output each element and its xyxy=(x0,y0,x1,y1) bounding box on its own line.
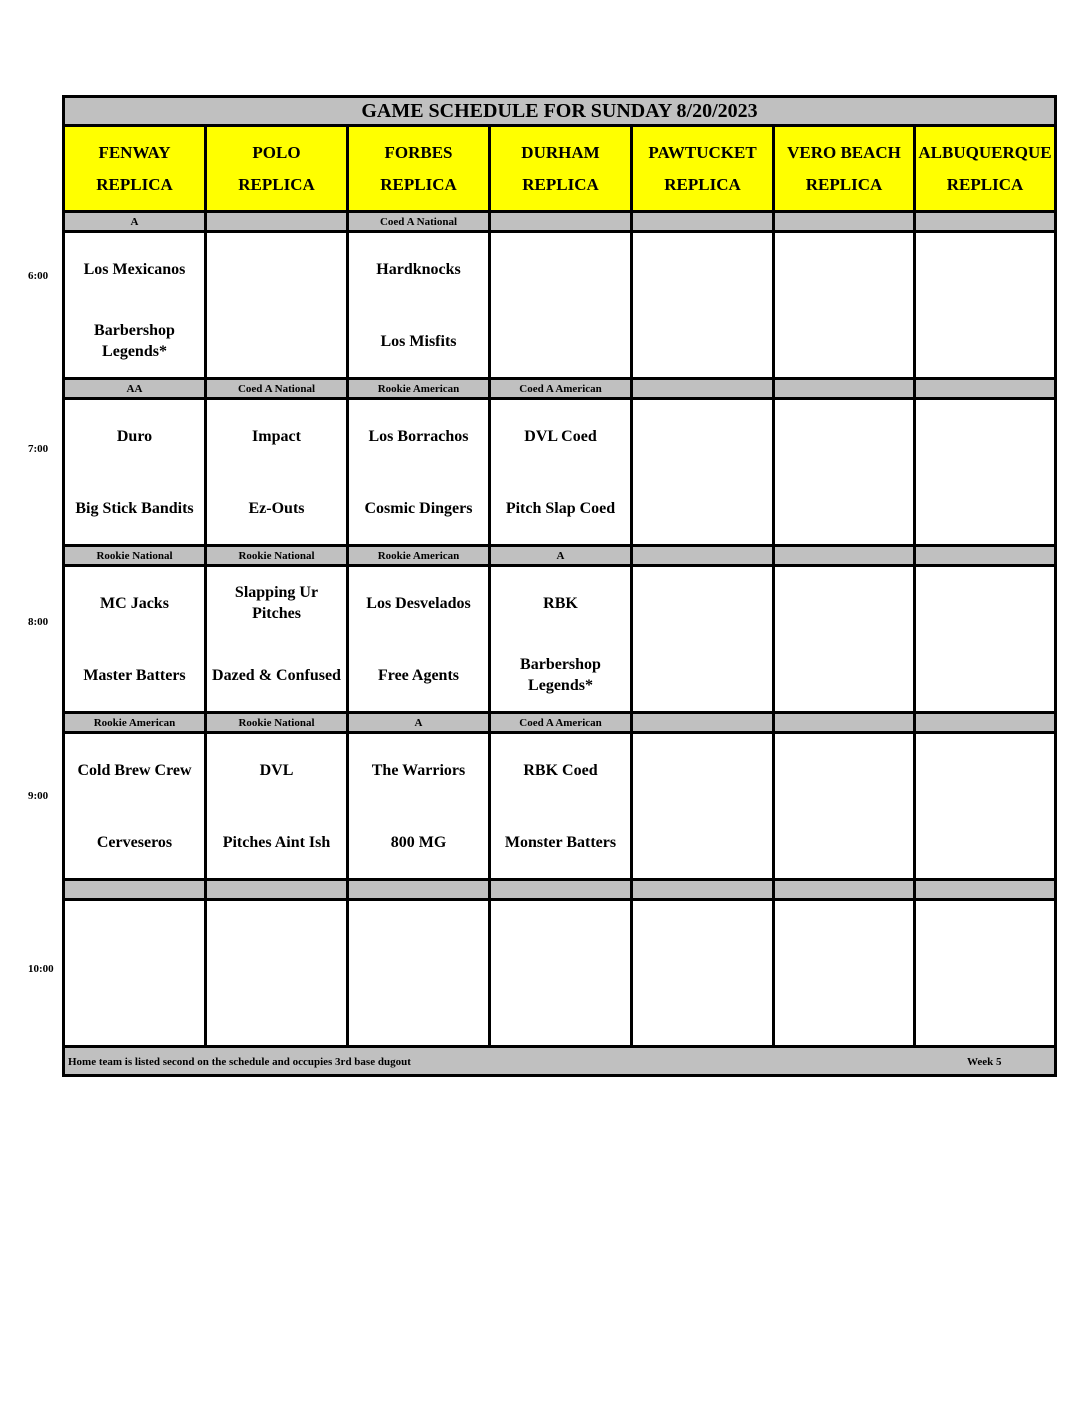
division-label xyxy=(774,212,915,232)
home-team xyxy=(775,806,913,878)
footer-cell xyxy=(64,1047,1056,1076)
division-row xyxy=(64,379,1056,399)
schedule-table xyxy=(62,95,1057,1077)
game-cell xyxy=(915,232,1056,379)
away-team: RBK xyxy=(543,594,578,612)
home-team: Barbershop Legends* xyxy=(94,322,175,360)
division-label xyxy=(774,713,915,733)
home-team: Monster Batters xyxy=(504,833,617,851)
game-cell xyxy=(632,566,774,713)
home-team xyxy=(633,639,772,711)
field-header-albuquerque xyxy=(915,126,1056,212)
home-team: Pitches Aint Ish xyxy=(222,833,331,851)
game-cell xyxy=(632,733,774,880)
game-cell xyxy=(915,399,1056,546)
footer-row xyxy=(64,1047,1056,1076)
field-name: ALBUQUERQUE xyxy=(918,142,1052,162)
division-label: Rookie National xyxy=(206,546,348,566)
division-label xyxy=(490,880,632,900)
home-team xyxy=(633,305,772,377)
game-cell xyxy=(348,232,490,379)
away-team: Los Borrachos xyxy=(368,427,469,445)
game-cell xyxy=(774,399,915,546)
home-team: Master Batters xyxy=(83,666,186,684)
time-label: 10:00 xyxy=(28,963,54,975)
game-cell xyxy=(206,232,348,379)
away-team xyxy=(633,901,772,973)
division-label: A xyxy=(490,546,632,566)
division-label: Coed A American xyxy=(490,379,632,399)
game-row xyxy=(64,566,1056,713)
home-team: Los Misfits xyxy=(380,332,457,350)
division-label xyxy=(774,880,915,900)
game-cell xyxy=(490,566,632,713)
division-label: Rookie American xyxy=(348,379,490,399)
division-label: Coed A National xyxy=(348,212,490,232)
away-team xyxy=(207,233,346,305)
game-cell xyxy=(774,566,915,713)
game-cell xyxy=(206,399,348,546)
home-team xyxy=(491,973,630,1045)
field-subtitle: REPLICA xyxy=(380,174,457,194)
game-cell xyxy=(206,566,348,713)
game-cell xyxy=(64,232,206,379)
home-team xyxy=(775,472,913,544)
field-subtitle: REPLICA xyxy=(805,174,883,194)
away-team: Los Mexicanos xyxy=(83,260,186,278)
home-team xyxy=(775,639,913,711)
game-cell xyxy=(348,900,490,1047)
away-team xyxy=(775,233,913,305)
away-team xyxy=(775,901,913,973)
time-label: 9:00 xyxy=(28,790,49,802)
home-team xyxy=(491,305,630,377)
division-label: AA xyxy=(64,379,206,399)
away-team: RBK Coed xyxy=(523,761,598,779)
field-subtitle: REPLICA xyxy=(238,174,315,194)
home-team: Dazed & Confused xyxy=(212,666,341,684)
time-label: 8:00 xyxy=(28,616,49,628)
game-cell xyxy=(64,566,206,713)
home-team xyxy=(916,472,1054,544)
field-name: POLO xyxy=(252,142,301,162)
division-label: A xyxy=(348,713,490,733)
division-label xyxy=(915,379,1056,399)
away-team: Hardknocks xyxy=(376,260,461,278)
away-team xyxy=(916,734,1054,806)
home-team xyxy=(775,305,913,377)
game-cell xyxy=(64,733,206,880)
field-header-durham xyxy=(490,126,632,212)
division-label: Rookie American xyxy=(64,713,206,733)
game-cell xyxy=(64,399,206,546)
away-team: Los Desvelados xyxy=(366,594,471,612)
away-team xyxy=(65,901,204,973)
field-name: FORBES xyxy=(384,142,453,162)
field-name: FENWAY xyxy=(98,142,171,162)
division-label xyxy=(490,212,632,232)
game-cell xyxy=(490,900,632,1047)
home-team: Free Agents xyxy=(377,666,459,684)
home-team: Pitch Slap Coed xyxy=(505,499,616,517)
division-label: Coed A American xyxy=(490,713,632,733)
field-header-pawtucket xyxy=(632,126,774,212)
field-name: VERO BEACH xyxy=(787,142,901,162)
field-subtitle: REPLICA xyxy=(96,174,173,194)
home-team xyxy=(207,973,346,1045)
home-team xyxy=(916,806,1054,878)
division-row xyxy=(64,880,1056,900)
division-label xyxy=(774,546,915,566)
away-team xyxy=(633,400,772,472)
division-label xyxy=(915,713,1056,733)
game-cell xyxy=(490,733,632,880)
away-team xyxy=(207,901,346,973)
away-team xyxy=(633,233,772,305)
division-row xyxy=(64,546,1056,566)
division-label xyxy=(632,379,774,399)
home-team xyxy=(65,973,204,1045)
home-team: Cerveseros xyxy=(96,833,173,851)
division-label xyxy=(632,713,774,733)
field-subtitle: REPLICA xyxy=(522,174,599,194)
away-team xyxy=(633,567,772,639)
home-team: Big Stick Bandits xyxy=(75,499,194,517)
game-cell xyxy=(774,232,915,379)
game-cell xyxy=(206,900,348,1047)
field-header-vero-beach xyxy=(774,126,915,212)
game-cell xyxy=(64,900,206,1047)
game-cell xyxy=(915,900,1056,1047)
game-cell xyxy=(915,566,1056,713)
field-subtitle: REPLICA xyxy=(946,174,1024,194)
away-team xyxy=(916,567,1054,639)
division-label xyxy=(632,212,774,232)
division-label xyxy=(206,880,348,900)
game-cell xyxy=(915,733,1056,880)
division-label xyxy=(915,212,1056,232)
division-label xyxy=(632,546,774,566)
away-team: The Warriors xyxy=(371,761,466,779)
away-team: Duro xyxy=(116,427,153,445)
home-team: Cosmic Dingers xyxy=(364,499,473,517)
field-header-forbes xyxy=(348,126,490,212)
division-label: Coed A National xyxy=(206,379,348,399)
home-team-note: Home team is listed second on the schedule and occupies 3rd base dugout xyxy=(68,1056,411,1068)
away-team xyxy=(349,901,488,973)
away-team xyxy=(916,400,1054,472)
away-team: DVL xyxy=(259,761,294,779)
game-cell xyxy=(632,232,774,379)
game-cell xyxy=(348,733,490,880)
away-team: MC Jacks xyxy=(100,594,169,612)
game-cell xyxy=(632,900,774,1047)
home-team xyxy=(633,973,772,1045)
division-label: Rookie American xyxy=(348,546,490,566)
away-team xyxy=(775,567,913,639)
time-label: 7:00 xyxy=(28,443,49,455)
game-cell xyxy=(774,733,915,880)
game-row xyxy=(64,900,1056,1047)
division-label: A xyxy=(64,212,206,232)
game-row xyxy=(64,399,1056,546)
home-team xyxy=(349,973,488,1045)
game-cell xyxy=(206,733,348,880)
division-label: Rookie National xyxy=(64,546,206,566)
home-team xyxy=(916,639,1054,711)
week-label: Week 5 xyxy=(967,1056,1002,1068)
away-team xyxy=(775,734,913,806)
home-team: 800 MG xyxy=(390,833,447,851)
game-cell xyxy=(774,900,915,1047)
away-team: Impact xyxy=(252,427,301,445)
division-label xyxy=(64,880,206,900)
division-label: Rookie National xyxy=(206,713,348,733)
home-team xyxy=(633,472,772,544)
game-cell xyxy=(490,232,632,379)
away-team xyxy=(916,901,1054,973)
game-row xyxy=(64,733,1056,880)
game-cell xyxy=(348,566,490,713)
home-team xyxy=(775,973,913,1045)
division-row xyxy=(64,713,1056,733)
title-row xyxy=(64,97,1056,126)
away-team xyxy=(775,400,913,472)
away-team: Slapping Ur Pitches xyxy=(234,584,319,622)
field-name: PAWTUCKET xyxy=(648,142,757,162)
division-row xyxy=(64,212,1056,232)
field-header-polo xyxy=(206,126,348,212)
home-team xyxy=(633,806,772,878)
away-team xyxy=(916,233,1054,305)
away-team xyxy=(491,901,630,973)
division-label xyxy=(348,880,490,900)
home-team xyxy=(916,973,1054,1045)
away-team xyxy=(633,734,772,806)
game-cell xyxy=(348,399,490,546)
division-label xyxy=(632,880,774,900)
time-label: 6:00 xyxy=(28,270,49,282)
field-header-row xyxy=(64,126,1056,212)
home-team xyxy=(207,305,346,377)
game-row xyxy=(64,232,1056,379)
away-team: DVL Coed xyxy=(524,427,597,445)
division-label xyxy=(915,880,1056,900)
home-team xyxy=(916,305,1054,377)
away-team xyxy=(491,233,630,305)
field-header-fenway xyxy=(64,126,206,212)
division-label xyxy=(774,379,915,399)
division-label xyxy=(915,546,1056,566)
home-team: Barbershop Legends* xyxy=(520,656,601,694)
field-subtitle: REPLICA xyxy=(664,174,741,194)
away-team: Cold Brew Crew xyxy=(77,761,192,779)
field-name: DURHAM xyxy=(521,142,600,162)
game-cell xyxy=(490,399,632,546)
game-cell xyxy=(632,399,774,546)
division-label xyxy=(206,212,348,232)
home-team: Ez-Outs xyxy=(248,499,305,517)
schedule-title: GAME SCHEDULE FOR SUNDAY 8/20/2023 xyxy=(64,97,1056,126)
